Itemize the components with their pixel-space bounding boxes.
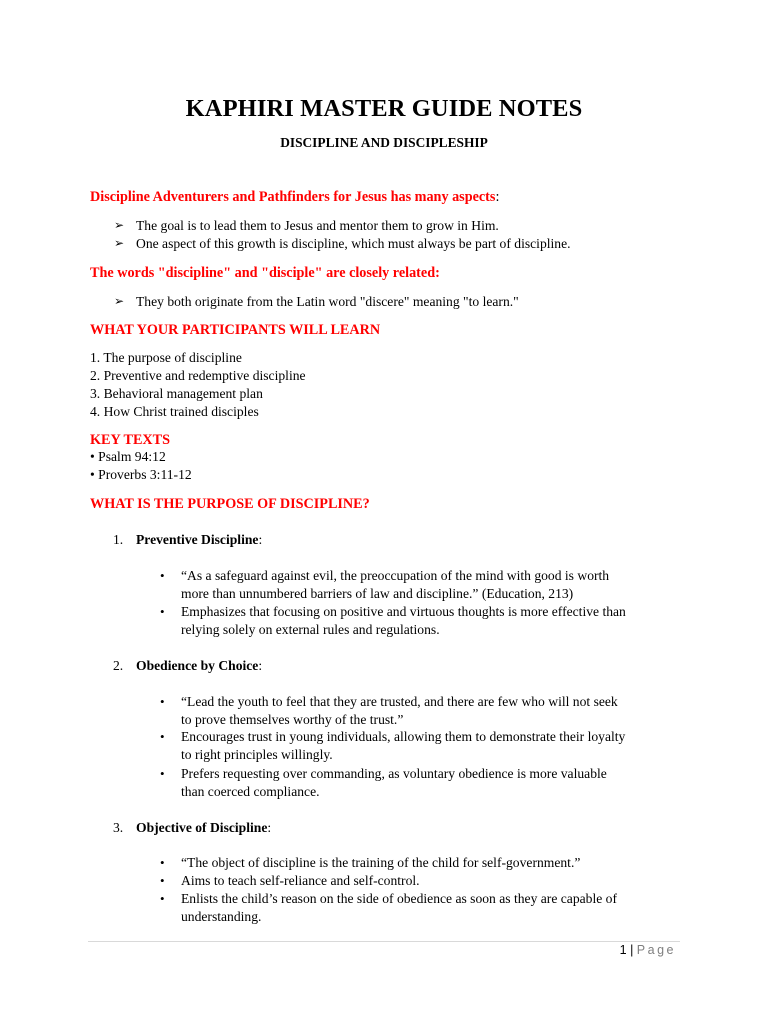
list-item: 4. How Christ trained disciples — [90, 404, 259, 419]
list-item: One aspect of this growth is discipline, which must always be part of discipline. — [136, 236, 571, 251]
list-item: 1. The purpose of discipline — [90, 350, 242, 365]
bullet-line: “The object of discipline is the training of the child for self-government.” — [181, 855, 581, 870]
section-heading-aspects — [90, 188, 499, 206]
bullet-icon: • — [160, 729, 165, 744]
subsection-heading: Objective of Discipline: — [136, 820, 272, 835]
section-heading-learn: WHAT YOUR PARTICIPANTS WILL LEARN — [90, 322, 381, 338]
list-number: 1. — [113, 532, 124, 547]
bullet-icon: • — [160, 766, 165, 781]
bullet-line: than coerced compliance. — [181, 784, 320, 799]
list-number: 2. — [113, 658, 124, 673]
bullet-line: Emphasizes that focusing on positive and virtuous thoughts is more effective than — [181, 604, 626, 619]
bullet-line: to prove themselves worthy of the trust.” — [181, 712, 404, 727]
list-item: 3. Behavioral management plan — [90, 386, 263, 401]
list-item: They both originate from the Latin word "discere" meaning "to learn." — [136, 294, 519, 309]
bullet-line: Prefers requesting over commanding, as voluntary obedience is more valuable — [181, 766, 607, 781]
footer-divider — [88, 941, 680, 942]
subsection-title: Obedience by Choice — [136, 658, 259, 673]
list-item: The goal is to lead them to Jesus and mentor them to grow in Him. — [136, 218, 499, 233]
bullet-line: Enlists the child’s reason on the side of obedience as soon as they are capable of — [181, 891, 617, 906]
subsection-heading: Obedience by Choice: — [136, 658, 263, 673]
list-item: 2. Preventive and redemptive discipline — [90, 368, 306, 383]
bullet-icon: • — [160, 604, 165, 619]
document-subtitle: DISCIPLINE AND DISCIPLESHIP — [280, 135, 488, 150]
subsection-title: Objective of Discipline — [136, 820, 268, 835]
section-heading-related: The words "discipline" and "disciple" are closely related: — [90, 265, 440, 281]
section-heading-text: Discipline Adventurers and Pathfinders for Jesus has many aspects — [90, 189, 496, 205]
page-separator: | — [626, 943, 637, 957]
list-number: 3. — [113, 820, 124, 835]
page-label: Page — [636, 943, 676, 957]
bullet-icon: • — [160, 855, 165, 870]
bullet-line: understanding. — [181, 909, 262, 924]
bullet-line: “Lead the youth to feel that they are trusted, and there are few who will not seek — [181, 694, 618, 709]
bullet-line: to right principles willingly. — [181, 747, 333, 762]
bullet-line: “As a safeguard against evil, the preoccupation of the mind with good is worth — [181, 568, 610, 583]
subsection-title: Preventive Discipline — [136, 532, 259, 547]
page-footer — [620, 943, 676, 957]
bullet-line: Aims to teach self-reliance and self-control. — [181, 873, 420, 888]
bullet-line: relying solely on external rules and regulations. — [181, 622, 440, 637]
bullet-icon: • — [160, 694, 165, 709]
arrow-bullet-icon: ➢ — [114, 218, 125, 232]
bullet-icon: • — [160, 568, 165, 583]
arrow-bullet-icon: ➢ — [114, 294, 125, 308]
document-title: KAPHIRI MASTER GUIDE NOTES — [185, 95, 583, 122]
list-item: • Proverbs 3:11-12 — [90, 467, 192, 482]
page-number: 1 — [619, 943, 627, 957]
bullet-icon: • — [160, 891, 165, 906]
arrow-bullet-icon: ➢ — [114, 236, 125, 250]
section-heading-purpose: WHAT IS THE PURPOSE OF DISCIPLINE? — [90, 496, 370, 512]
section-heading-key-texts: KEY TEXTS — [90, 432, 171, 448]
bullet-line: Encourages trust in young individuals, allowing them to demonstrate their loyalty — [181, 729, 626, 744]
bullet-icon: • — [160, 873, 165, 888]
subsection-heading: Preventive Discipline: — [136, 532, 263, 547]
list-item: • Psalm 94:12 — [90, 449, 166, 464]
section-heading-colon: : — [495, 189, 500, 205]
bullet-line: more than unnumbered barriers of law and discipline.” (Education, 213) — [181, 586, 574, 601]
